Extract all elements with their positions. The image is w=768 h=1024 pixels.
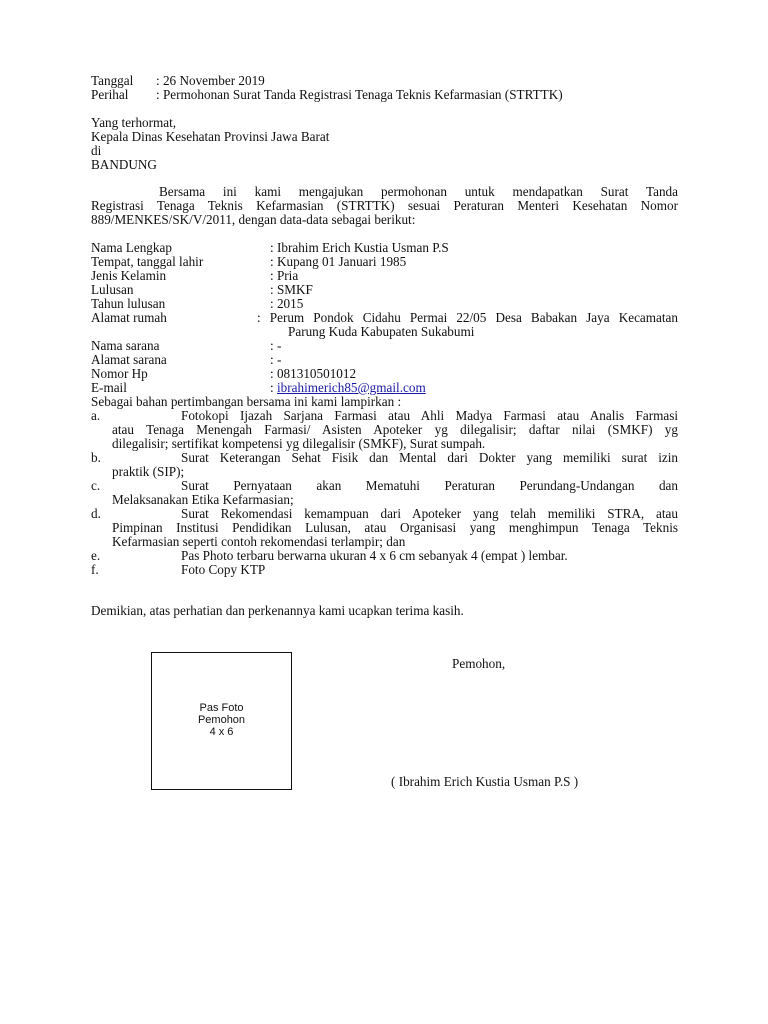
- recipient-line1: Kepala Dinas Kesehatan Provinsi Jawa Barat: [91, 129, 330, 144]
- field-label-gender: Jenis Kelamin: [91, 268, 167, 283]
- field-label-graduate: Lulusan: [91, 282, 134, 297]
- intro-line2: Registrasi Tenaga Teknis Kefarmasian (STRTTK) sesuai Peraturan Menteri Kesehatan Nomor: [91, 198, 678, 213]
- field-value-phone: : 081310501012: [270, 366, 357, 381]
- field-label-facility-address: Alamat sarana: [91, 352, 167, 367]
- subject-label: Perihal: [91, 87, 129, 102]
- field-value-gender: : Pria: [270, 268, 299, 283]
- attachment-a-line3: dilegalisir; sertifikat kompetensi yg dilegalisir (SMKF), Surat sumpah.: [112, 436, 486, 451]
- attachment-marker-a: a.: [91, 408, 101, 423]
- attachment-c-line2: Melaksanakan Etika Kefarmasian;: [112, 492, 294, 507]
- photo-label-line2: Pemohon: [197, 714, 246, 726]
- attachment-a-line2: atau Tenaga Menengah Farmasi/ Asisten Apoteker yg dilegalisir; daftar nilai (SMKF) yg: [112, 422, 678, 437]
- date-value: : 26 November 2019: [156, 73, 265, 88]
- signature-label: Pemohon,: [452, 656, 506, 671]
- field-label-email: E-mail: [91, 380, 127, 395]
- date-label: Tanggal: [91, 73, 134, 88]
- email-link[interactable]: ibrahimerich85@gmail.com: [276, 380, 426, 395]
- field-value-address-cont: Parung Kuda Kabupaten Sukabumi: [288, 324, 475, 339]
- attachments-intro: Sebagai bahan pertimbangan bersama ini kami lampirkan :: [91, 394, 402, 409]
- photo-placeholder-label: [152, 702, 291, 738]
- attachment-a-line1: Fotokopi Ijazah Sarjana Farmasi atau Ahli Madya Farmasi atau Analis Farmasi: [181, 408, 678, 423]
- attachment-marker-d: d.: [91, 506, 101, 521]
- field-label-address: Alamat rumah: [91, 310, 167, 325]
- field-value-name: : Ibrahim Erich Kustia Usman P.S: [270, 240, 449, 255]
- field-label-birth: Tempat, tanggal lahir: [91, 254, 204, 269]
- field-value-facility: : -: [270, 338, 282, 353]
- email-prefix: :: [270, 380, 277, 395]
- recipient-greeting: Yang terhormat,: [91, 115, 177, 130]
- field-value-graduate: : SMKF: [270, 282, 313, 297]
- attachment-e-line1: Pas Photo terbaru berwarna ukuran 4 x 6 cm sebanyak 4 (empat ) lembar.: [181, 548, 568, 563]
- attachment-d-line1: Surat Rekomendasi kemampuan dari Apoteker yang telah memiliki STRA, atau: [181, 506, 678, 521]
- recipient-line2: di: [91, 143, 102, 158]
- field-value-address: : Perum Pondok Cidahu Permai 22/05 Desa Babakan Jaya Kecamatan: [257, 310, 678, 325]
- field-value-email: [270, 381, 426, 395]
- attachment-b-line1: Surat Keterangan Sehat Fisik dan Mental dari Dokter yang memiliki surat izin: [181, 450, 678, 465]
- photo-label-line1: Pas Foto: [199, 702, 244, 714]
- attachment-d-line2: Pimpinan Institusi Pendidikan Lulusan, atau Organisasi yang menghimpun Tenaga Teknis: [112, 520, 678, 535]
- field-value-birth: : Kupang 01 Januari 1985: [270, 254, 407, 269]
- attachment-marker-f: f.: [91, 562, 99, 577]
- signature-name: ( Ibrahim Erich Kustia Usman P.S ): [391, 774, 579, 789]
- attachment-f-line1: Foto Copy KTP: [181, 562, 266, 577]
- intro-line1: Bersama ini kami mengajukan permohonan untuk mendapatkan Surat Tanda: [159, 184, 678, 199]
- attachment-marker-b: b.: [91, 450, 101, 465]
- closing-text: Demikian, atas perhatian dan perkenannya kami ucapkan terima kasih.: [91, 603, 464, 618]
- field-label-facility: Nama sarana: [91, 338, 160, 353]
- subject-value: : Permohonan Surat Tanda Registrasi Tenaga Teknis Kefarmasian (STRTTK): [156, 87, 563, 102]
- photo-placeholder-box: [151, 652, 292, 790]
- attachment-marker-c: c.: [91, 478, 101, 493]
- field-value-facility-address: : -: [270, 352, 282, 367]
- field-label-phone: Nomor Hp: [91, 366, 148, 381]
- intro-line3: 889/MENKES/SK/V/2011, dengan data-data sebagai berikut:: [91, 212, 416, 227]
- photo-label-line3: 4 x 6: [209, 726, 234, 738]
- field-value-year: : 2015: [270, 296, 304, 311]
- recipient-city: BANDUNG: [91, 157, 157, 172]
- attachment-b-line2: praktik (SIP);: [112, 464, 185, 479]
- attachment-d-line3: Kefarmasian seperti contoh rekomendasi terlampir; dan: [112, 534, 406, 549]
- field-label-name: Nama Lengkap: [91, 240, 172, 255]
- attachment-marker-e: e.: [91, 548, 101, 563]
- field-label-year: Tahun lulusan: [91, 296, 166, 311]
- attachment-c-line1: Surat Pernyataan akan Mematuhi Peraturan Perundang-Undangan dan: [181, 478, 678, 493]
